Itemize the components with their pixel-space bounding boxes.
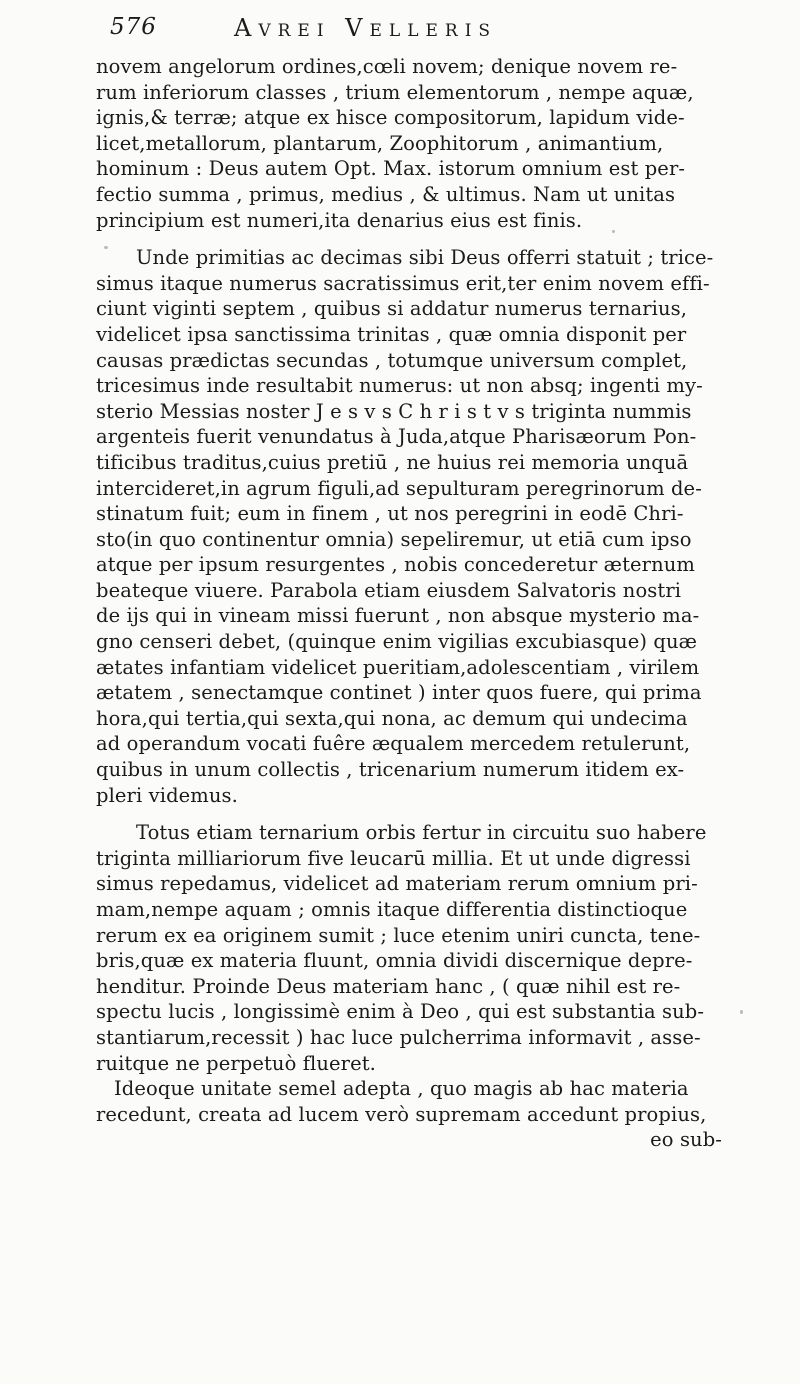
text-line: gno censeri debet, (quinque enim vigilias excubiasque) quæ [96, 630, 698, 654]
text-line: intercideret,in agrum figuli,ad sepulturam peregrinorum de- [96, 476, 702, 500]
text-line: ætates infantiam videlicet pueritiam,adolescentiam , virilem [96, 655, 700, 679]
text-line: tificibus traditus,cuius pretiū , ne huius rei memoria unquā [96, 450, 689, 474]
text-line: triginta milliariorum five leucarū millia. Et ut unde digressi [96, 846, 691, 870]
text-line: videlicet ipsa sanctissima trinitas , quæ omnia disponit per [96, 322, 687, 346]
ink-speck [612, 230, 615, 233]
text-line: stantiarum,recessit ) hac luce pulcherrima informavit , asse- [96, 1025, 701, 1049]
page-header [96, 14, 716, 54]
text-line: sto(in quo continentur omnia) sepeliremur, ut etiā cum ipso [96, 527, 692, 551]
text-line: causas prædictas secundas , totumque universum complet, [96, 348, 688, 372]
text-line: simus repedamus, videlicet ad materiam rerum omnium pri- [96, 872, 698, 896]
ink-speck [740, 1010, 743, 1014]
text-line: licet,metallorum, plantarum, Zoophitorum , animantium, [96, 131, 664, 155]
text-line: ignis,& terræ; atque ex hisce compositorum, lapidum vide- [96, 106, 685, 130]
text-line: henditur. Proinde Deus materiam hanc , ( quæ nihil est re- [96, 974, 681, 998]
catchword: eo sub- [650, 1128, 722, 1152]
text-line: ruitque ne perpetuò flueret. [96, 1051, 376, 1075]
page-number: 576 [110, 14, 157, 40]
text-line: de ijs qui in vineam missi fuerunt , non absque mysterio ma- [96, 604, 700, 628]
text-line: ad operandum vocati fuêre æqualem mercedem retulerunt, [96, 732, 691, 756]
text-line: stinatum fuit; eum in finem , ut nos peregrini in eodē Chri- [96, 502, 684, 526]
text-line: rum inferiorum classes , trium elementorum , nempe aquæ, [96, 80, 694, 104]
text-line: hora,qui tertia,qui sexta,qui nona, ac demum qui undecima [96, 706, 688, 730]
text-line: argenteis fuerit venundatus à Juda,atque Pharisæorum Pon- [96, 425, 697, 449]
text-line: Totus etiam ternarium orbis fertur in circuitu suo habere [136, 821, 707, 845]
text-line: pleri videmus. [96, 783, 238, 807]
text-line: Unde primitias ac decimas sibi Deus offerri statuit ; trice- [136, 246, 714, 270]
text-line: fectio summa , primus, medius , & ultimus. Nam ut unitas [96, 182, 676, 206]
text-line: atque per ipsum resurgentes , nobis concederetur æternum [96, 553, 696, 577]
text-line: bris,quæ ex materia fluunt, omnia dividi discernique depre- [96, 949, 693, 973]
text-line: recedunt, creata ad lucem verò supremam accedunt propius, [96, 1102, 707, 1126]
paragraph [96, 54, 726, 233]
text-line: rerum ex ea originem sumit ; luce etenim uniri cuncta, tene- [96, 923, 701, 947]
text-line: beateque viuere. Parabola etiam eiusdem Salvatoris nostri [96, 578, 682, 602]
paragraph [96, 245, 726, 808]
text-line: mam,nempe aquam ; omnis itaque differentia distinctioque [96, 898, 688, 921]
paragraph [96, 820, 726, 1127]
text-line: ætatem , senectamque continet ) inter quos fuere, qui prima [96, 681, 702, 705]
text-line: spectu lucis , longissimè enim à Deo , qui est substantia sub- [96, 1000, 705, 1024]
text-line: quibus in unum collectis , tricenarium numerum itidem ex- [96, 758, 685, 782]
ink-speck [104, 246, 108, 249]
running-title: Avrei Velleris [234, 14, 498, 42]
text-line: principium est numeri,ita denarius eius est finis. [96, 208, 583, 232]
text-line: Ideoque unitate semel adepta , quo magis ab hac materia [114, 1077, 689, 1101]
text-line: ciunt viginti septem , quibus si addatur numerus ternarius, [96, 297, 688, 321]
text-line: sterio Messias noster J e s v s C h r i s t v s triginta nummis [96, 399, 692, 423]
text-line: novem angelorum ordines,cœli novem; denique novem re- [96, 55, 678, 78]
body-text [96, 54, 726, 1153]
text-line: simus itaque numerus sacratissimus erit,ter enim novem effi- [96, 271, 710, 295]
text-line: hominum : Deus autem Opt. Max. istorum omnium est per- [96, 157, 686, 181]
text-line: tricesimus inde resultabit numerus: ut non absq; ingenti my- [96, 374, 703, 398]
